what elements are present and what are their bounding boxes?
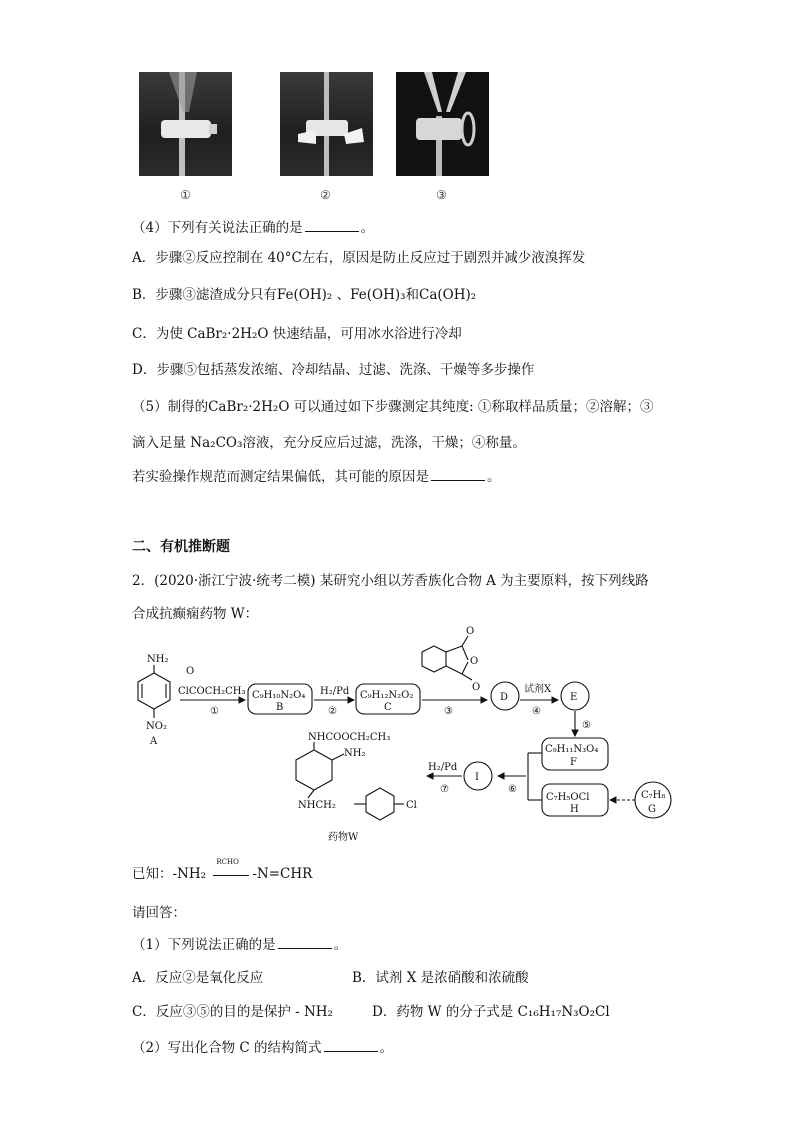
problem2-line-1: 2．(2020·浙江宁波·统考二模) 某研究小组以芳香族化合物 A 为主要原料，按下列线路 bbox=[132, 573, 649, 589]
step-7-label: ⑦ bbox=[440, 784, 449, 795]
q4-option-b: B．步骤③滤渣成分只有Fe(OH)₂ 、Fe(OH)₃和Ca(OH)₂ bbox=[132, 287, 477, 303]
step-3-label: ③ bbox=[444, 706, 453, 717]
known-arrow bbox=[213, 875, 249, 876]
reagent-1-o: O bbox=[186, 666, 195, 677]
f-formula: C₉H₁₁N₃O₄ bbox=[545, 744, 599, 755]
stopcock-photo-3 bbox=[396, 72, 489, 176]
stopcock-photo-1 bbox=[139, 72, 232, 176]
reagent-4: 试剂X bbox=[524, 684, 552, 695]
b-label: B bbox=[276, 702, 284, 713]
q1-answer-blank[interactable] bbox=[278, 936, 332, 949]
q4-stem: （4）下列有关说法正确的是 。 bbox=[132, 220, 375, 236]
q4-answer-blank[interactable] bbox=[305, 219, 359, 232]
h-label: H bbox=[570, 804, 579, 815]
photo-3 bbox=[396, 72, 489, 176]
c-label: C bbox=[384, 702, 392, 713]
f-label: F bbox=[570, 757, 577, 768]
problem2-line-2: 合成抗癫痫药物 W： bbox=[132, 606, 259, 622]
w-sub-3: NHCH₂ bbox=[298, 800, 336, 811]
w-label: 药物W bbox=[328, 832, 359, 843]
step-5-label: ⑤ bbox=[582, 720, 591, 731]
w-cl: Cl bbox=[406, 800, 417, 811]
c-formula: C₉H₁₂N₂O₂ bbox=[360, 690, 414, 701]
q5-answer-blank[interactable] bbox=[431, 468, 485, 481]
reagent-2: H₂/Pd bbox=[320, 686, 350, 697]
q4-option-d: D．步骤⑤包括蒸发浓缩、冷却结晶、过滤、洗涤、干燥等多步操作 bbox=[132, 362, 535, 378]
g-label: G bbox=[648, 804, 656, 815]
q1-option-c: C．反应③⑤的目的是保护 - NH₂ bbox=[132, 1004, 333, 1020]
section-title: 二、有机推断题 bbox=[132, 539, 230, 555]
q4-option-a: A．步骤②反应控制在 40°C左右，原因是防止反应过于剧烈并减少液溴挥发 bbox=[132, 250, 586, 266]
reagent-1: ClCOCH₂CH₃ bbox=[178, 686, 246, 697]
q1-option-a: A．反应②是氧化反应 bbox=[132, 970, 264, 986]
q4-option-c: C．为使 CaBr₂·2H₂O 快速结晶，可用冰水浴进行冷却 bbox=[132, 326, 462, 342]
step-2-label: ② bbox=[328, 706, 337, 717]
anhydride-o-mid: O bbox=[470, 656, 479, 667]
q5-line-3: 若实验操作规范而测定结果偏低，其可能的原因是 。 bbox=[132, 469, 501, 485]
g-formula: C₇H₈ bbox=[641, 790, 666, 801]
h-formula: C₇H₅OCl bbox=[546, 792, 590, 803]
a-label: A bbox=[150, 736, 158, 747]
photo-label-3: ③ bbox=[436, 188, 447, 202]
step-1-label: ① bbox=[210, 706, 219, 717]
photo-label-1: ① bbox=[180, 188, 191, 202]
known-reagent: RCHO bbox=[216, 857, 239, 866]
synthesis-scheme bbox=[132, 618, 677, 850]
drug-w-chlorophenyl bbox=[366, 788, 394, 820]
w-sub-1: NHCOOCH₂CH₃ bbox=[308, 732, 391, 743]
i-label: I bbox=[475, 772, 479, 783]
anhydride-ring bbox=[422, 646, 446, 672]
compound-a-ring bbox=[138, 673, 170, 709]
reagent-7: H₂/Pd bbox=[428, 762, 458, 773]
e-label: E bbox=[570, 692, 578, 703]
b-formula: C₉H₁₀N₂O₄ bbox=[252, 690, 306, 701]
q2-answer-blank[interactable] bbox=[324, 1039, 378, 1052]
drug-w-ring bbox=[296, 750, 332, 790]
q1-option-b: B．试剂 X 是浓硝酸和浓硫酸 bbox=[352, 970, 529, 986]
q5-line-2: 滴入足量 Na₂CO₃溶液，充分反应后过滤，洗涤，干燥；④称量。 bbox=[132, 435, 526, 451]
q1-option-d: D．药物 W 的分子式是 C₁₆H₁₇N₃O₂Cl bbox=[372, 1004, 610, 1020]
stopcock-photo-2 bbox=[280, 72, 373, 176]
a-top-label: NH₂ bbox=[147, 654, 169, 665]
step-6-label: ⑥ bbox=[508, 784, 517, 795]
known-condition: 已知：-NH₂ RCHO -N=CHR bbox=[132, 857, 313, 882]
anhydride-o-bot: O bbox=[472, 682, 481, 693]
step-4-label: ④ bbox=[532, 706, 541, 717]
q2-stem: （2）写出化合物 C 的结构简式 。 bbox=[132, 1040, 394, 1056]
q5-line-1: （5）制得的CaBr₂·2H₂O 可以通过如下步骤测定其纯度: ①称取样品质量；②溶解；③ bbox=[132, 399, 654, 415]
photo-label-2: ② bbox=[320, 188, 331, 202]
d-label: D bbox=[500, 692, 509, 703]
photo-1 bbox=[139, 72, 232, 176]
anhydride-o-top: O bbox=[466, 626, 475, 637]
photo-2 bbox=[280, 72, 373, 176]
w-sub-2: NH₂ bbox=[344, 748, 366, 759]
a-bottom-label: NO₂ bbox=[146, 721, 167, 732]
answer-prompt: 请回答： bbox=[132, 905, 186, 921]
q1-stem: （1）下列说法正确的是 。 bbox=[132, 937, 348, 953]
